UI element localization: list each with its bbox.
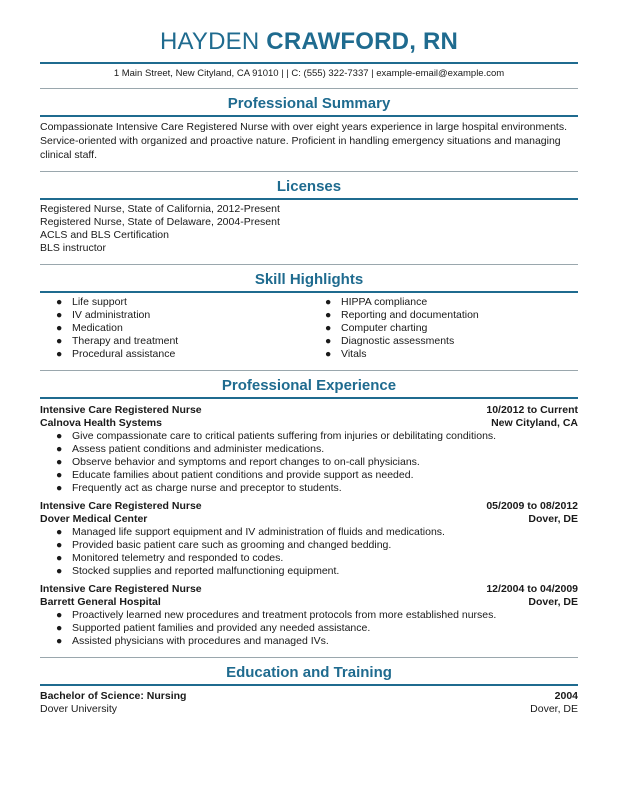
job-employer-row: [40, 417, 578, 430]
duty-item: [40, 565, 578, 578]
job-employer: Dover Medical Center: [40, 513, 148, 525]
duty-item: [40, 443, 578, 456]
licenses-list: [40, 203, 578, 255]
skill-label: Diagnostic assessments: [341, 335, 455, 347]
bullet-icon: ●: [56, 622, 63, 634]
duty-text: Managed life support equipment and IV administration of fluids and medications.: [72, 526, 445, 538]
duty-item: [40, 456, 578, 469]
degree-field: : Nursing: [140, 690, 187, 702]
duty-item: [40, 430, 578, 443]
duty-text: Give compassionate care to critical patients suffering from injuries or debilitating conditions.: [72, 430, 497, 442]
duty-text: Stocked supplies and reported malfunctioning equipment.: [72, 565, 340, 577]
job-dates: 05/2009 to 08/2012: [486, 500, 578, 512]
duty-text: Assisted physicians with procedures and managed IVs.: [72, 635, 329, 647]
summary-heading-divider: [40, 115, 578, 117]
job-role: Intensive Care Registered Nurse: [40, 404, 202, 416]
bullet-icon: ●: [56, 456, 63, 468]
job-location: Dover, DE: [528, 596, 578, 608]
license-item: Registered Nurse, State of Delaware, 2004-Present: [40, 216, 280, 228]
bullet-icon: ●: [56, 296, 63, 308]
duty-text: Supported patient families and provided any needed assistance.: [72, 622, 371, 634]
bullet-icon: ●: [56, 526, 63, 538]
degree: [40, 690, 186, 703]
contact-info: 1 Main Street, New Cityland, CA 91010 | | C: (555) 322-7337 | example-email@example.com: [113, 68, 505, 79]
skill-label: Medication: [72, 322, 123, 334]
education-entry: [40, 690, 578, 716]
resume-page: [40, 0, 578, 716]
duty-item: [40, 622, 578, 635]
skill-label: IV administration: [72, 309, 151, 321]
job-duties: [40, 609, 578, 648]
bullet-icon: ●: [56, 309, 63, 321]
job-location: New Cityland, CA: [491, 417, 578, 429]
duty-item: [40, 469, 578, 482]
skill-item: [309, 309, 578, 322]
bullet-icon: ●: [325, 348, 332, 360]
job-dates: 12/2004 to 04/2009: [486, 583, 578, 595]
duty-item: [40, 482, 578, 495]
skill-item: [40, 322, 309, 335]
duty-text: Proactively learned new procedures and treatment protocols from more established nurses.: [72, 609, 497, 621]
duty-text: Observe behavior and symptoms and report changes to on-call physicians.: [72, 456, 420, 468]
skills-list: [40, 296, 578, 361]
duty-item: [40, 609, 578, 622]
skill-item: [40, 335, 309, 348]
duty-item: [40, 635, 578, 648]
skill-label: Vitals: [341, 348, 367, 360]
education-top-divider: [40, 657, 578, 658]
school-row: [40, 703, 578, 716]
skill-item: [309, 335, 578, 348]
experience-heading-divider: [40, 397, 578, 399]
first-name: HAYDEN: [159, 28, 260, 55]
degree-year: 2004: [554, 690, 578, 702]
bullet-icon: ●: [56, 565, 63, 577]
duty-text: Assess patient conditions and administer medications.: [72, 443, 325, 455]
bullet-icon: ●: [325, 335, 332, 347]
education-heading: Education and Training: [226, 664, 392, 681]
skill-label: Reporting and documentation: [341, 309, 479, 321]
job-employer-row: [40, 596, 578, 609]
duty-item: [40, 539, 578, 552]
summary-top-divider: [40, 88, 578, 89]
job-title-row: [40, 404, 578, 417]
job-role: Intensive Care Registered Nurse: [40, 500, 202, 512]
skill-item: [40, 348, 309, 361]
bullet-icon: ●: [56, 539, 63, 551]
job-role: Intensive Care Registered Nurse: [40, 583, 202, 595]
bullet-icon: ●: [56, 635, 63, 647]
job-employer: Barrett General Hospital: [40, 596, 161, 608]
skills-column-left: [40, 296, 309, 361]
degree-label: Bachelor of Science: [40, 690, 141, 702]
job-title-row: [40, 500, 578, 513]
experience-top-divider: [40, 370, 578, 371]
job-employer-row: [40, 513, 578, 526]
school-location: Dover, DE: [530, 703, 578, 715]
license-item: Registered Nurse, State of California, 2012-Present: [40, 203, 280, 215]
duty-text: Frequently act as charge nurse and preceptor to students.: [72, 482, 342, 494]
skills-heading-divider: [40, 291, 578, 293]
skill-label: Procedural assistance: [72, 348, 176, 360]
bullet-icon: ●: [56, 482, 63, 494]
duty-text: Monitored telemetry and responded to codes.: [72, 552, 284, 564]
duty-item: [40, 552, 578, 565]
job-entry: [40, 583, 578, 648]
licenses-top-divider: [40, 171, 578, 172]
bullet-icon: ●: [56, 469, 63, 481]
summary-text: Compassionate Intensive Care Registered Nurse with over eight years experience in large hospital environments. Service-oriented with organized and proactive nature. Proficient in handling emergency situations and managing clinical staff.: [40, 121, 568, 161]
skill-label: Life support: [72, 296, 127, 308]
bullet-icon: ●: [325, 322, 332, 334]
skill-label: Therapy and treatment: [72, 335, 179, 347]
bullet-icon: ●: [56, 322, 63, 334]
job-title-row: [40, 583, 578, 596]
job-employer: Calnova Health Systems: [40, 417, 162, 429]
duty-text: Provided basic patient care such as grooming and changed bedding.: [72, 539, 392, 551]
bullet-icon: ●: [325, 309, 332, 321]
skill-item: [40, 309, 309, 322]
license-item: BLS instructor: [40, 242, 106, 254]
skill-label: HIPPA compliance: [341, 296, 428, 308]
job-dates: 10/2012 to Current: [486, 404, 578, 416]
licenses-heading-divider: [40, 198, 578, 200]
bullet-icon: ●: [56, 430, 63, 442]
job-entry: [40, 500, 578, 578]
skills-column-right: [309, 296, 578, 361]
skill-item: [40, 296, 309, 309]
bullet-icon: ●: [56, 552, 63, 564]
skill-label: Computer charting: [341, 322, 428, 334]
duty-text: Educate families about patient conditions and provide support as needed.: [72, 469, 414, 481]
skill-item: [309, 296, 578, 309]
job-location: Dover, DE: [528, 513, 578, 525]
skill-item: [309, 348, 578, 361]
candidate-name: [40, 28, 578, 56]
degree-row: [40, 690, 578, 703]
bullet-icon: ●: [56, 348, 63, 360]
skills-heading: Skill Highlights: [254, 271, 364, 288]
job-duties: [40, 430, 578, 495]
skill-item: [309, 322, 578, 335]
experience-heading: Professional Experience: [221, 377, 397, 394]
bullet-icon: ●: [56, 443, 63, 455]
job-entry: [40, 404, 578, 495]
licenses-heading: Licenses: [276, 178, 342, 195]
license-item: ACLS and BLS Certification: [40, 229, 169, 241]
header-divider: [40, 62, 578, 64]
duty-item: [40, 526, 578, 539]
last-name: CRAWFORD, RN: [266, 28, 459, 55]
summary-heading: Professional Summary: [227, 95, 391, 112]
bullet-icon: ●: [56, 609, 63, 621]
bullet-icon: ●: [325, 296, 332, 308]
school-name: Dover University: [40, 703, 118, 715]
education-heading-divider: [40, 684, 578, 686]
bullet-icon: ●: [56, 335, 63, 347]
job-duties: [40, 526, 578, 578]
skills-top-divider: [40, 264, 578, 265]
